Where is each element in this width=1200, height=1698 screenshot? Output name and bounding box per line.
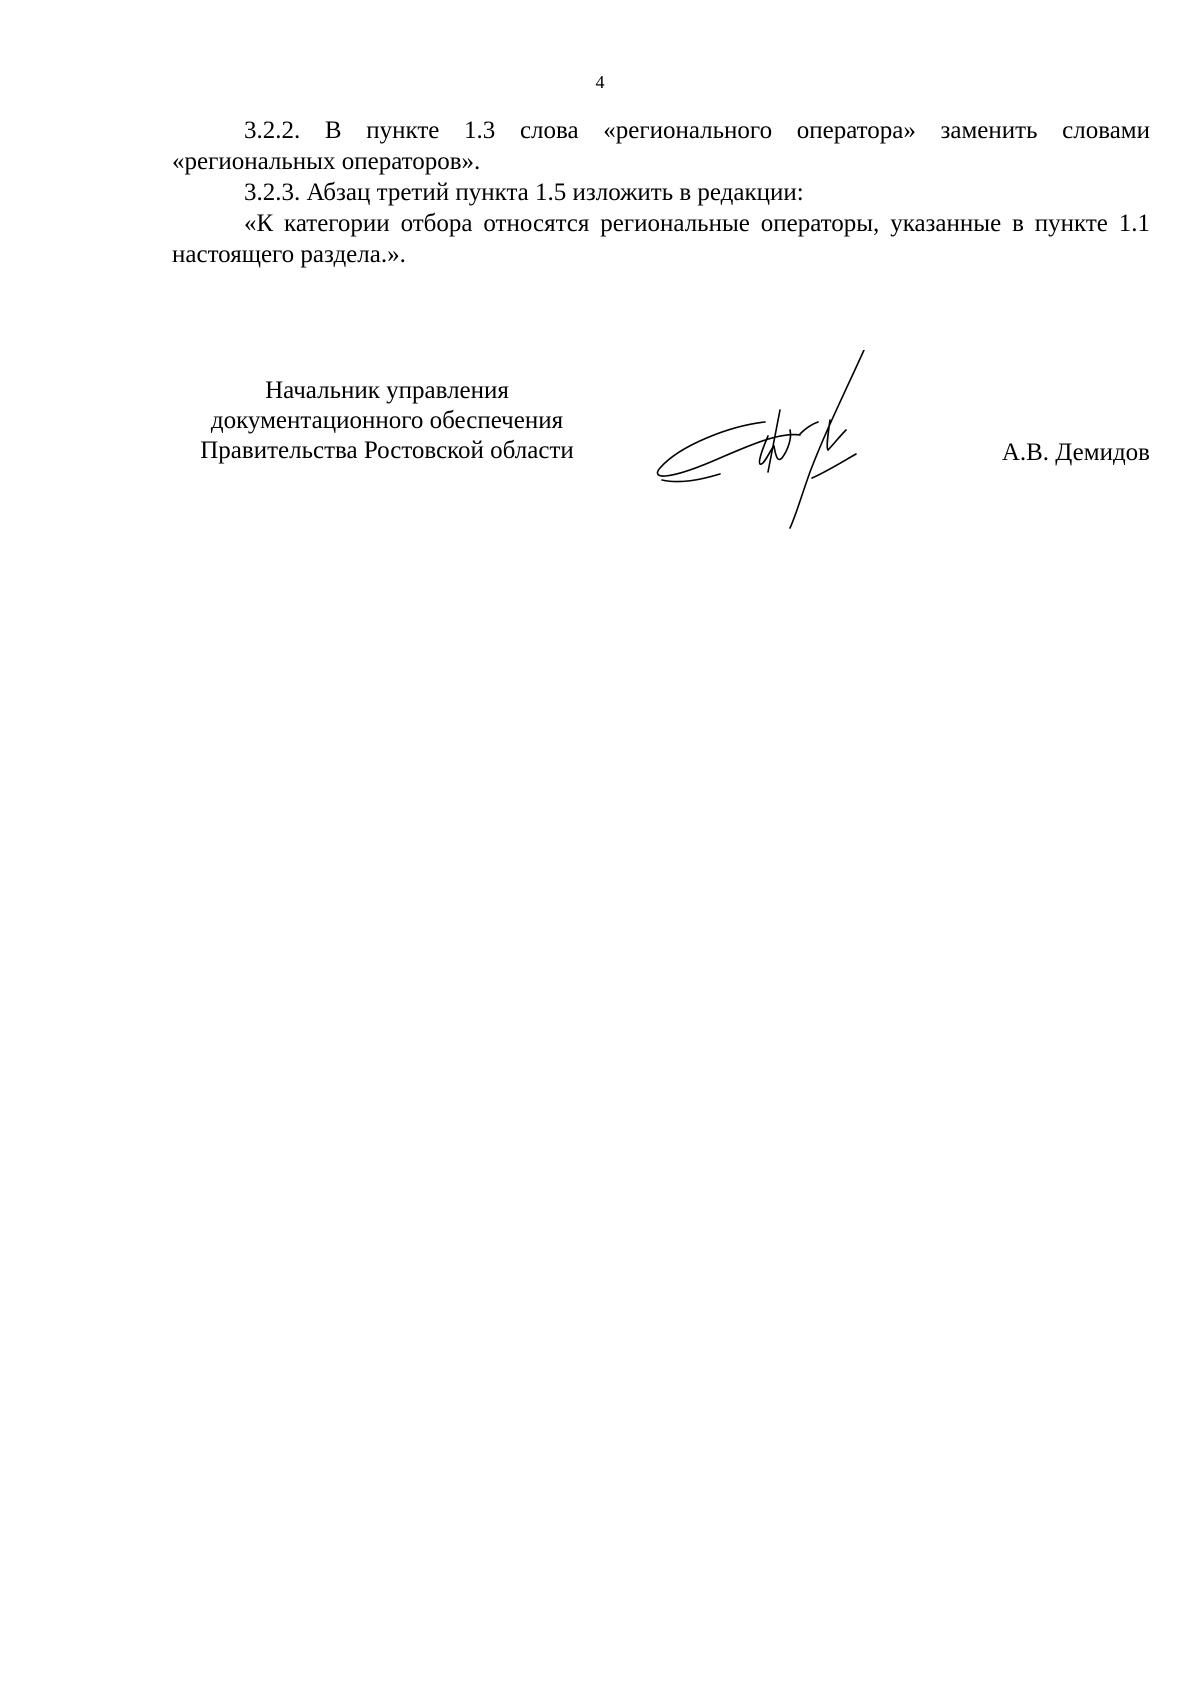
signature-stroke-cross xyxy=(768,410,780,472)
handwritten-signature xyxy=(650,350,950,530)
paragraph-quote: «К категории отбора относятся региональные операторы, указанные в пункте 1.1 настоящего раздела.». xyxy=(172,210,1150,268)
signature-stroke-tail xyxy=(812,454,856,478)
paragraph-3-2-2: 3.2.2. В пункте 1.3 слова «регионального оператора» заменить словами «региональных операторов». xyxy=(172,117,1150,175)
position-line-3: Правительства Ростовской области xyxy=(200,437,574,464)
paragraph-3-2-3: 3.2.3. Абзац третий пункта 1.5 изложить в редакции: xyxy=(244,179,804,206)
signature-stroke-curl xyxy=(827,420,846,450)
signature-stroke-dash xyxy=(800,422,818,434)
signer-position xyxy=(172,376,602,466)
position-line-1: Начальник управления xyxy=(265,377,509,404)
signer-name: А.В. Демидов xyxy=(1001,439,1150,466)
position-line-2: документационного обеспечения xyxy=(210,407,564,434)
page-number: 4 xyxy=(595,72,605,92)
document-body xyxy=(172,115,1150,270)
signature-stroke-loop xyxy=(658,422,801,476)
